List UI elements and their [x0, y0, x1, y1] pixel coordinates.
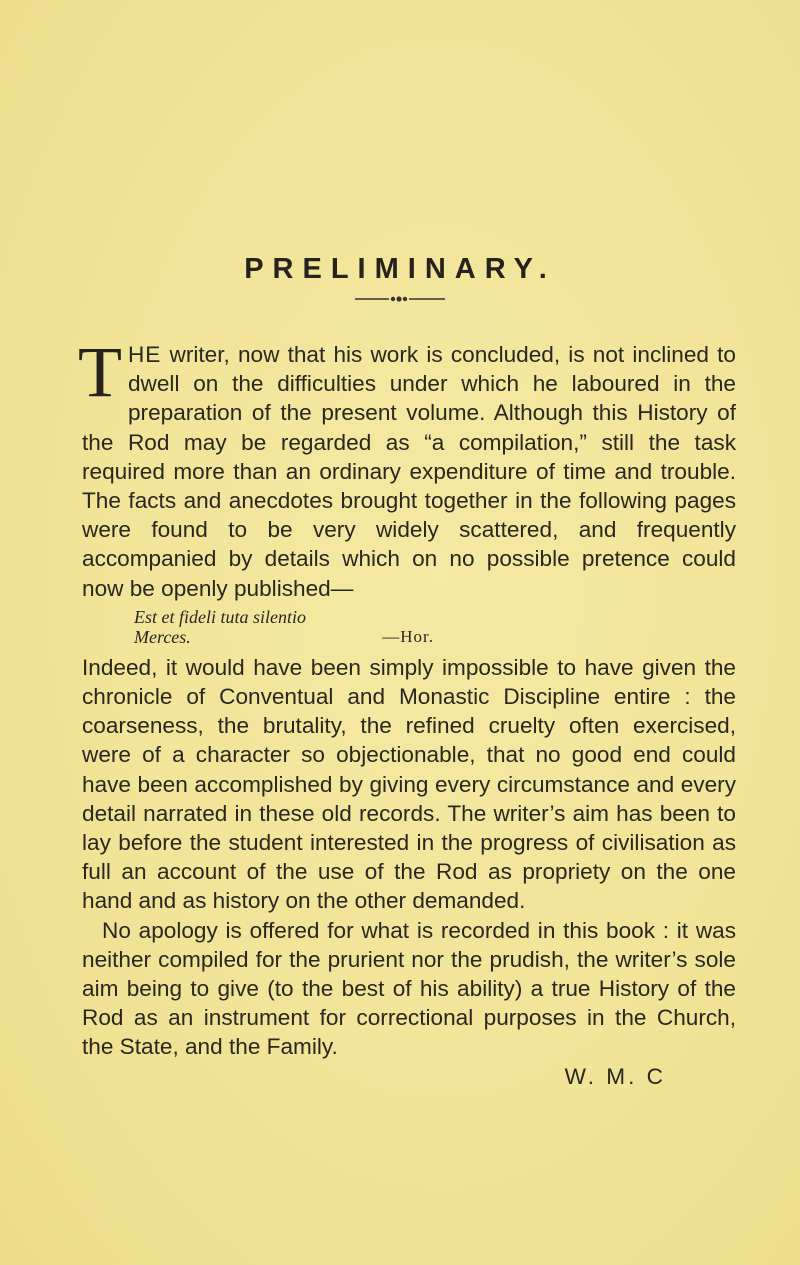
- quote-attribution: —Hor.: [382, 626, 434, 646]
- paragraph-1: [78, 332, 736, 603]
- ornament-divider: [355, 296, 445, 302]
- quote-line-2: Merces.: [134, 626, 191, 647]
- latin-quotation: [134, 603, 736, 653]
- paragraph-3: No apology is offered for what is recorded in this book : it was neither compiled for the prurient nor the prudish, the writer’s sole aim being to give (to the best of his ability) a true History of the Rod as an instrument for correctional purposes in the Church, the State, and the Family.: [82, 917, 736, 1060]
- page-title: PRELIMINARY.: [244, 253, 556, 285]
- preface-text: [78, 332, 736, 1091]
- quote-line-1: Est et fideli tuta silentio: [134, 606, 306, 627]
- author-signature: W. M. C: [564, 1063, 666, 1089]
- paragraph-1-text: writer, now that his work is concluded, is not inclined to dwell on the difficulties under which he laboured in the preparation of the present volume. Although this History of the Rod may be regarded as “a compilation,” still the task required more than an ordinary expenditure of time and trouble. The facts and anecdotes brought together in the following pages were found to be very widely scattered, and frequently accompanied by details which on no possible pretence could now be openly published—: [82, 342, 736, 601]
- drop-cap: T: [78, 332, 122, 412]
- first-word: HE: [127, 342, 162, 367]
- paragraph-2: Indeed, it would have been simply impossible to have given the chronicle of Conventual and Monastic Discipline entire : the coarseness, the brutality, the refined cruelty often exercised, were of a character so objectionable, that no good end could have been accomplished by giving every circumstance and every detail narrated in these old records. The writer’s aim has been to lay before the student interested in the progress of civilisation as full an account of the use of the Rod as propriety on the one hand and as history on the other demanded.: [82, 654, 736, 914]
